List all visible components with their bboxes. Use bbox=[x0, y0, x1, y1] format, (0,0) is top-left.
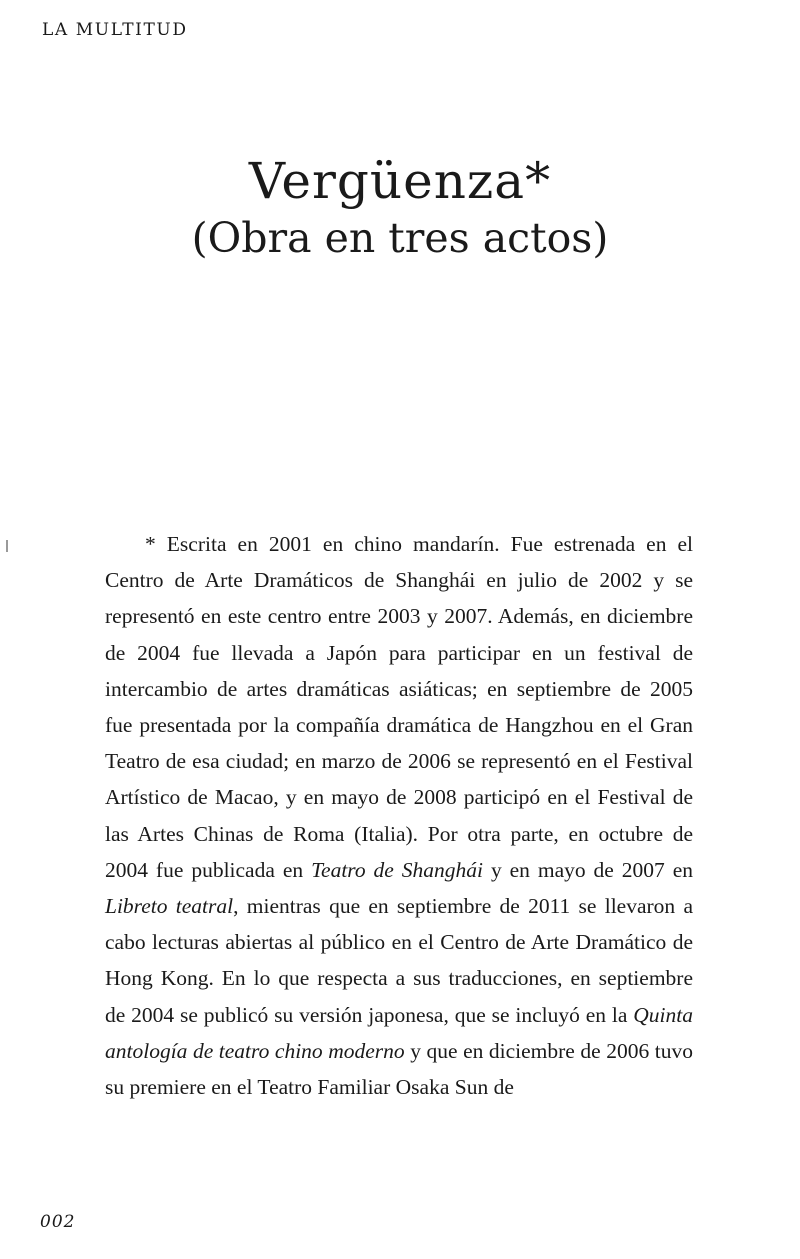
note-italic-2: Libreto teatral bbox=[105, 894, 234, 919]
note-text-1: * Escrita en 2001 en chino mandarín. Fue estrenada en el Centro de Arte Dramáticos de Shanghái en julio de 2002 y se representó en este centro entre 2003 y 2007. Además, en diciembre de 2004 fue llevada a Japón para participar en un festival de intercambio de artes dramáticas asiáticas; en septiembre de 2005 fue presentada por la compañía dramática de Hangzhou en el Gran Teatro de esa ciudad; en marzo de 2006 se representó en el Festival Artístico de Macao, y en mayo de 2008 participó en el Festival de las Artes Chinas de Roma (Italia). Por otra parte, en octubre de 2004 fue publicada en bbox=[105, 532, 693, 882]
margin-mark bbox=[6, 540, 8, 552]
title-block bbox=[0, 150, 800, 264]
note-text-2: y en mayo de 2007 en bbox=[490, 857, 694, 882]
note-text-4: y que en diciembre de 2006 tuvo su premiere en el Teatro Familiar Osaka Sun de bbox=[105, 1038, 693, 1100]
running-head: LA MULTITUD bbox=[42, 20, 188, 40]
footnote-paragraph bbox=[105, 526, 693, 1105]
page-subtitle: (Obra en tres actos) bbox=[191, 214, 609, 262]
note-text-3: , mientras que en septiembre de 2011 se llevaron a cabo lecturas abiertas al público en el Centro de Arte Dramático de Hong Kong. En lo que respecta a sus traducciones, en septiembre de 2004 se publicó su versión japonesa, que se incluyó en la bbox=[105, 894, 693, 1027]
page-number: 002 bbox=[40, 1212, 76, 1232]
note-italic-3: Quinta antología de teatro chino moderno bbox=[105, 1002, 693, 1063]
note-italic-1: Teatro de Shanghái bbox=[311, 857, 484, 882]
page-title: Vergüenza* bbox=[248, 152, 552, 210]
